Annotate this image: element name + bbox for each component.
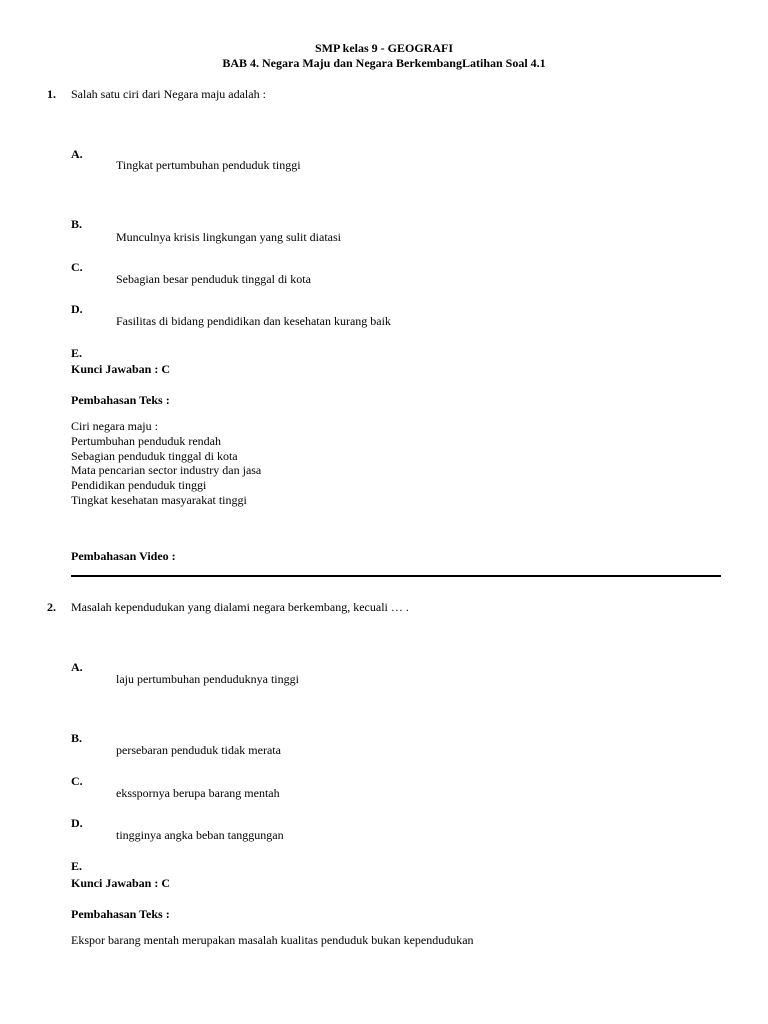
video-discussion-title: Pembahasan Video : [71,549,176,563]
section-divider [71,575,721,577]
option-text-a: laju pertumbuhan penduduknya tinggi [116,672,299,686]
discussion-line: Tingkat kesehatan masyarakat tinggi [71,493,247,507]
option-letter-b: B. [71,731,83,745]
discussion-line: Mata pencarian sector industry dan jasa [71,463,262,477]
discussion-title: Pembahasan Teks : [71,907,170,921]
discussion-line: Ekspor barang mentah merupakan masalah kualitas penduduk bukan kependudukan [71,933,474,947]
option-text-d: Fasilitas di bidang pendidikan dan kesehatan kurang baik [116,314,391,328]
option-letter-d: D. [71,302,83,316]
option-text-d: tingginya angka beban tanggungan [116,828,284,842]
option-text-b: Munculnya krisis lingkungan yang sulit diatasi [116,230,341,244]
option-letter-a: A. [71,147,83,161]
question-text: Salah satu ciri dari Negara maju adalah : [71,87,266,101]
answer-key: Kunci Jawaban : C [71,362,171,376]
option-text-a: Tingkat pertumbuhan penduduk tinggi [116,158,301,172]
option-letter-c: C. [71,774,83,788]
question-text: Masalah kependudukan yang dialami negara berkembang, kecuali … . [71,600,409,614]
discussion-line: Ciri negara maju : [71,419,158,433]
option-letter-b: B. [71,217,83,231]
option-text-c: Sebagian besar penduduk tinggal di kota [116,272,311,286]
option-letter-e: E. [71,346,83,360]
discussion-title: Pembahasan Teks : [71,393,170,407]
document-title: SMP kelas 9 - GEOGRAFI [314,41,453,55]
document-subtitle: BAB 4. Negara Maju dan Negara BerkembangLatihan Soal 4.1 [222,56,546,70]
option-letter-d: D. [71,816,83,830]
discussion-line: Pendidikan penduduk tinggi [71,478,207,492]
question-number: 1. [47,87,56,101]
question-number: 2. [47,600,56,614]
option-letter-c: C. [71,260,83,274]
discussion-line: Sebagian penduduk tinggal di kota [71,449,238,463]
answer-key: Kunci Jawaban : C [71,876,171,890]
option-letter-e: E. [71,859,83,873]
discussion-line: Pertumbuhan penduduk rendah [71,434,221,448]
option-text-b: persebaran penduduk tidak merata [116,743,281,757]
option-letter-a: A. [71,660,83,674]
option-text-c: eksspornya berupa barang mentah [116,786,280,800]
